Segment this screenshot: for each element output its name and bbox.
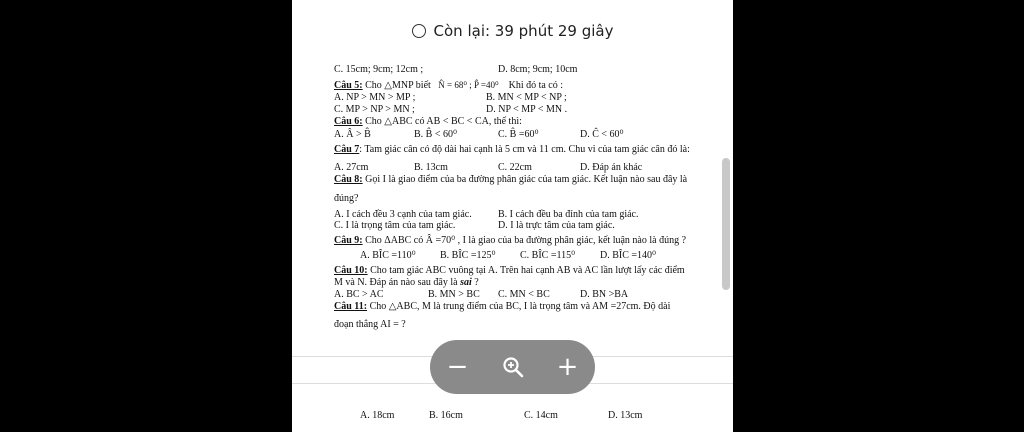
q10-option-a: A. BC > AC — [334, 289, 384, 300]
q8-option-b: B. I cách đều ba đỉnh của tam giác. — [498, 209, 639, 220]
q10-option-c: C. MN < BC — [498, 289, 550, 300]
question-8: Câu 8: Gọi I là giao điểm của ba đường phân giác của tam giác. Kết luận nào sau đây là — [334, 174, 688, 185]
q8-option-d: D. I là trực tâm của tam giác. — [498, 220, 615, 231]
q9-option-a: A. BÎC =110⁰ — [360, 250, 416, 261]
q11-option-b: B. 16cm — [429, 410, 463, 421]
q9-option-c: C. BÎC =115⁰ — [520, 250, 576, 261]
question-6: Câu 6: Cho △ABC có AB < BC < CA, thế thì: — [334, 116, 522, 127]
zoom-out-button[interactable]: − — [446, 352, 469, 382]
question-9: Câu 9: Cho ΔABC có Â =70⁰ , I là giao của ba đường phân giác, kết luận nào là đúng ? — [334, 235, 687, 246]
zoom-in-icon — [502, 356, 524, 378]
q6-option-c: C. B̂ =60⁰ — [498, 129, 539, 140]
clock-icon — [412, 24, 426, 38]
q5-option-b: B. MN < MP < NP ; — [486, 92, 567, 103]
top-option-d: D. 8cm; 9cm; 10cm — [498, 64, 578, 75]
q11-option-d: D. 13cm — [608, 410, 643, 421]
q5-option-a: A. NP > MN > MP ; — [334, 92, 416, 103]
zoom-controls — [430, 340, 595, 394]
q5-option-c: C. MP > NP > MN ; — [334, 104, 415, 115]
question-10-cont: M và N. Đáp án nào sau đây là sai ? — [334, 277, 479, 288]
question-11: Câu 11: Cho △ABC, M là trung điểm của BC, I là trọng tâm và AM =27cm. Độ dài — [334, 301, 671, 312]
q7-option-a: A. 27cm — [334, 162, 369, 173]
q8-option-a: A. I cách đều 3 cạnh của tam giác. — [334, 209, 472, 220]
question-8-cont: đúng? — [334, 193, 359, 204]
countdown-timer — [292, 0, 733, 62]
scrollbar-thumb[interactable] — [722, 158, 730, 290]
q11-option-a: A. 18cm — [360, 410, 395, 421]
q9-option-d: D. BÎC =140⁰ — [600, 250, 657, 261]
q9-option-b: B. BÎC =125⁰ — [440, 250, 496, 261]
q7-option-c: C. 22cm — [498, 162, 532, 173]
question-11-cont: đoạn thẳng AI = ? — [334, 319, 406, 330]
timer-label: Còn lại: 39 phút 29 giây — [433, 22, 614, 40]
q10-option-d: D. BN >BA — [580, 289, 629, 300]
q7-option-d: D. Đáp án khác — [580, 162, 643, 173]
q8-option-c: C. I là trọng tâm của tam giác. — [334, 220, 456, 231]
q6-option-d: D. Ĉ < 60⁰ — [580, 129, 624, 140]
question-5: Câu 5: Cho △MNP biết N̂ = 68⁰ ; P̂ =40⁰ Khi đó ta có : — [334, 80, 564, 91]
q10-option-b: B. MN > BC — [428, 289, 480, 300]
top-option-c: C. 15cm; 9cm; 12cm ; — [334, 64, 424, 75]
q7-option-b: B. 13cm — [414, 162, 448, 173]
q6-option-a: A. Â > B̂ — [334, 129, 371, 140]
question-10: Câu 10: Cho tam giác ABC vuông tại A. Trên hai cạnh AB và AC lần lượt lấy các điểm — [334, 265, 685, 276]
q11-option-c: C. 14cm — [524, 410, 558, 421]
zoom-in-button[interactable]: + — [556, 352, 579, 382]
zoom-reset-button[interactable] — [493, 347, 533, 387]
q5-option-d: D. NP < MP < MN . — [486, 104, 568, 115]
q6-option-b: B. B̂ < 60⁰ — [414, 129, 457, 140]
question-7: Câu 7: Tam giác cân có độ dài hai cạnh là 5 cm và 11 cm. Chu vi của tam giác cân đó là: — [334, 144, 690, 155]
